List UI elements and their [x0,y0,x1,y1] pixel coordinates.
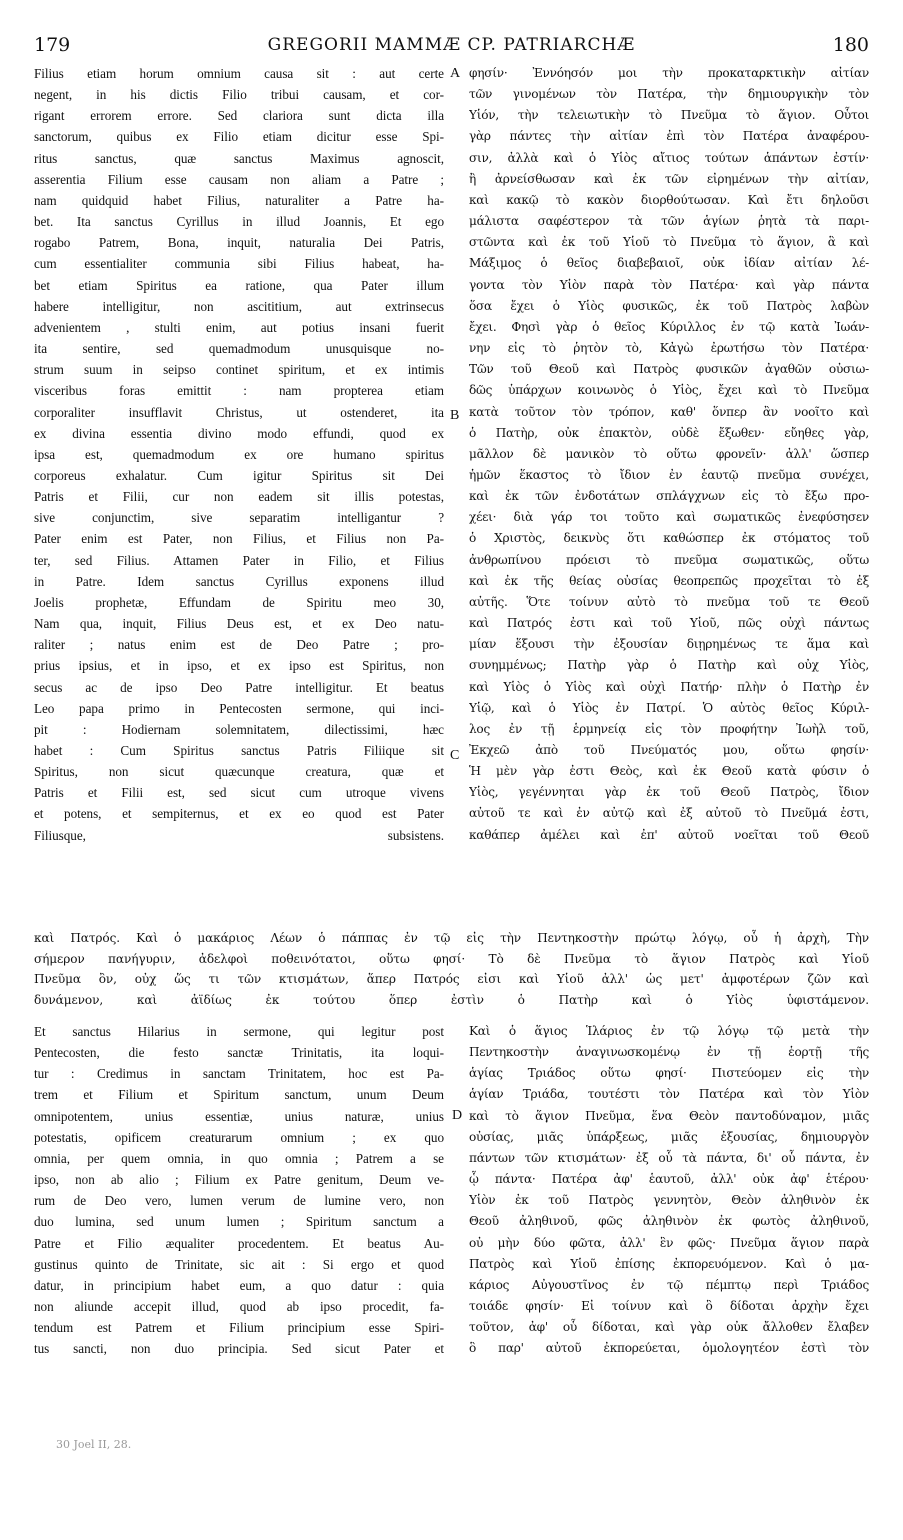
margin-marker-c: C [450,748,460,763]
margin-marker-d: D [452,1108,463,1123]
margin-marker-a: A [450,66,461,81]
greek-column-bottom: Καὶ ὁ ἅγιος Ἱλάριος ἐν τῷ λόγῳ τῷ μετὰ τὴν Πεντηκοστὴν ἀναγινωσκομένῳ ἐν τῇ ἑορτῇ τῆς ἁγίας Τριάδος οὕτω φησί· Πιστεύομεν εἰς τὴν ἁγίαν Τριάδα, τουτέστι τὸν Πατέρα καὶ τὸν Υἱὸν καὶ τὸ ἅγιον Πνεῦμα, ἕνα Θεὸν παντοδύναμον, μιᾶς οὐσίας, μιᾶς ὑπάρξεως, μιᾶς ἐξουσίας, δημιουργὸν πάντων τῶν κτισμάτων· ἐξ οὗ τὰ πάντα, δι' οὗ πάντα, ἐν ᾧ πάντα· Πατέρα ἀφ' ἑαυτοῦ, ἀλλ' οὐκ ἀφ' ἑτέρου· Υἱὸν ἐκ τοῦ Πατρὸς γεννητὸν, Θεὸν ἀληθινὸν ἐκ Θεοῦ ἀληθινοῦ, φῶς ἀληθινὸν ἐκ φωτὸς ἀληθινοῦ, οὐ μὴν δύο φῶτα, ἀλλ' ἓν φῶς· Πνεῦμα ἅγιον παρὰ Πατρὸς καὶ Υἱοῦ ἐπίσης ἐκπορευόμενον. Καὶ ὁ μα- κάριος Αὐγουστῖνος ἐν τῷ πέμπτῳ περὶ Τριάδος τοιάδε φησίν· Εἰ τοίνυν καὶ ὃ δίδοται ἀρχὴν ἔχει τοῦτον, ἀφ' οὗ δίδοται, καὶ γὰρ οὐκ ἄλλοθεν ἔλαβεν ὃ παρ' αὐτοῦ ἐκπορεύεται, ὁμολογητέον ἐστὶ τὸν [469,1024,869,1356]
page-header [34,34,869,60]
greek-column-top: φησίν· Ἐννόησόν μοι τὴν προκαταρκτικὴν αἰτίαν τῶν γινομένων τὸν Πατέρα, τὴν δημιουργικὴν τὸν Υἱόν, τὴν τελειωτικὴν τὸ Πνεῦμα τὸ ἅγιον. Οὗτοι γὰρ πάντες τὴν αἰτίαν ἐπὶ τὸν Πατέρα ἀναφέρου- σιν, ἀλλὰ καὶ ὁ Υἱὸς αἴτιος τούτων ἁπάντων ἐστίν· ἢ ἀρνείσθωσαν καὶ ἐκ τῶν εἰρημένων τὴν αἰτίαν, καὶ κακῷ τὸ κακὸν διορθούτωσαν. Καὶ ἔτι δηλοῦσι μάλιστα σαφέστερον τὰ τῶν ἁγίων ῥητὰ τὰ παρι- στῶντα καὶ ἐκ τοῦ Υἱοῦ τὸ Πνεῦμα τὸ ἅγιον, ἃ καὶ Μάξιμος ὁ θεῖος διαβεβαιοῖ, οὐκ ἰδίαν αἰτίαν λέ- γοντα τὸν Υἱὸν παρὰ τὸν Πατέρα· καὶ γὰρ πάντα ὅσα ἔχει ὁ Υἱὸς φυσικῶς, ἐκ τοῦ Πατρὸς λαβὼν ἔχει. Φησὶ γὰρ ὁ θεῖος Κύριλλος ἐν τῷ κατὰ Ἰωάν- νην εἰς τὸ ῥητὸν τὸ, Κἀγὼ ἐρωτήσω τὸν Πατέρα· Τῶν τοῦ Θεοῦ καὶ Πατρὸς φυσικῶν ἀγαθῶν οὐσιω- δῶς ὑπάρχων κοινωνὸς ὁ Υἱὸς, ἔχει καὶ τὸ Πνεῦμα κατὰ τοῦτον τὸν τρόπον, καθ' ὅνπερ ἂν νοοῖτο καὶ ὁ Πατὴρ, οὐκ ἐπακτὸν, οὐδὲ ἔξωθεν· εὔηθες γὰρ, μᾶλλον δὲ μανικὸν τὸ οὕτω φρονεῖν· ἀλλ' ὥσπερ ἡμῶν ἕκαστος τὸ ἴδιον ἐν ἑαυτῷ πνεῦμα συνέχει, καὶ ἐκ τῶν ἐνδοτάτων σπλάγχνων εἰς τὸ ἔξω προ- χέει· διὰ γάρ τοι τοῦτο καὶ σωματικῶς ἐνεφύσησεν ὁ Χριστὸς, δεικνὺς ὅτι καθώσπερ ἐκ στόματος τοῦ ἀνθρωπίνου πρόεισι τὸ πνεῦμα σωματικῶς, οὕτω καὶ ἐκ τῆς θείας οὐσίας θεοπρεπῶς προχεῖται τὸ ἐξ αὐτῆς. Ὅτε τοίνυν αὐτὸ τὸ πνεῦμα τοῦ τε Θεοῦ καὶ Πατρός ἐστι καὶ τοῦ Υἱοῦ, πῶς οὐχὶ πάντως μίαν ἕξουσι τὴν ἐξουσίαν διῃρημένως τε ἅμα καὶ συνημμένως; Πατὴρ γὰρ ὁ Πατὴρ καὶ οὐχ Υἱὸς, καὶ Υἱὸς ὁ Υἱὸς καὶ οὐχὶ Πατήρ· πλὴν ὁ Πατὴρ ἐν Υἱῷ, καὶ ὁ Υἱὸς ἐν Πατρί. Ὁ αὐτὸς θεῖος Κύριλ- λος ἐν τῇ ἑρμηνείᾳ εἰς τὸν προφήτην Ἰωὴλ τοῦ, Ἐκχεῶ ἀπὸ τοῦ Πνεύματός μου, οὕτω φησίν· Ἡ μὲν γὰρ ἐστι Θεὸς, καὶ ἐκ Θεοῦ κατὰ φύσιν ὁ Υἱὸς, γεγέννηται γὰρ ἐκ τοῦ Θεοῦ Πατρὸς, ἴδιον αὐτοῦ τε καὶ ἐν αὐτῷ καὶ ἐξ αὐτοῦ τὸ Πνεῦμά ἐστι, καθάπερ ἀμέλει καὶ ἐπ' αὐτοῦ νοεῖται τοῦ Θεοῦ [469,66,869,842]
page-number-right: 180 [832,34,869,56]
latin-column-top: Filius etiam horum omnium causa sit : aut certe negent, in his dictis Filio tribui causam, et cor- rigant errorem errore. Sed clariora sunt dicta illa sanctorum, quibus ex Filio etiam dicitur esse Spi- ritus sanctus, quæ sanctus Maximus agnoscit, asserentia Filium esse causam non aliam a Patre ; nam quidquid habet Filius, naturaliter a Patre ha- bet. Ita sanctus Cyrillus in illud Joannis, Et ego rogabo Patrem, Bona, inquit, naturalia Dei Patris, cum essentialiter communia sibi Filius habeat, ha- bet etiam Spiritus ea ratione, qua Pater illum habere intelligitur, non ascititium, aut extrinsecus advenientem , stulti enim, aut potius insani fuerit ita sentire, sed quemadmodum unusquisque no- strum suum in seipso continet spiritum, et ex intimis visceribus foras emittit : nam propterea etiam corporaliter insufflavit Christus, ut ostenderet, ita ex divina essentia divino modo effundi, quod ex ipsa est, quemadmodum ex ore humano spiritus corporeus exhalatur. Cum igitur Spiritus sit Dei Patris et Filii, cur non eadem sit illis potestas, sive conjunctim, sive separatim intelligantur ? Pater enim est Pater, non Filius, et Filius non Pa- ter, sed Filius. Attamen Pater in Filio, et Filius in Patre. Idem sanctus Cyrillus exponens illud Joelis prophetæ, Effundam de Spiritu meo 30, Nam qua, inquit, Filius Deus est, et ex Deo natu- raliter ; natus enim est de Deo Patre ; pro- prius ipsius, et in ipso, et ex ipso est Spiritus, non secus ac de ipso Deo Patre intelligitur. Et beatus Leo papa primo in Pentecosten sermone, qui inci- pit : Hodiernam solemnitatem, dilectissimi, hæc habet : Cum Spiritus sanctus Patris Filiique sit Spiritus, non sicut quæcunque creatura, quæ et Patris et Filii est, sed sicut cum utroque vivens et potens, et sempiternus, et ex eo quod est Pater Filiusque, subsistens. [34,66,444,843]
page-number-left: 179 [34,34,71,56]
footnote: 30 Joel II, 28. [56,1438,132,1451]
greek-full-width-passage: καὶ Πατρός. Καὶ ὁ μακάριος Λέων ὁ πάππας ἐν τῷ εἰς τὴν Πεντηκοστὴν πρώτῳ λόγῳ, οὗ ἡ ἀρχὴ, Τὴν σήμερον πανήγυριν, ἀδελφοὶ ποθεινότατοι, οὕτω φησί· Τὸ δὲ Πνεῦμα τὸ ἅγιον Πατρὸς καὶ Υἱοῦ Πνεῦμα ὂν, οὐχ ὥς τι τῶν κτισμάτων, ἅπερ Πατρός εἰσι καὶ Υἱοῦ ἀλλ' ὡς μετ' ἀμφοτέρων ζῶν καὶ δυνάμενον, καὶ ἀϊδίως ἐκ τούτου ὅπερ ἐστὶν ὁ Πατὴρ καὶ ὁ Υἱὸς ὑφιστάμενον. [34,931,869,1007]
running-title: GREGORII MAMMÆ CP. PATRIARCHÆ [267,35,636,55]
latin-column-bottom: Et sanctus Hilarius in sermone, qui legitur post Pentecosten, die festo sanctæ Trinitatis, ita loqui- tur : Credimus in sanctam Trinitatem, hoc est Pa- trem et Filium et Spiritum sanctum, unum Deum omnipotentem, unius essentiæ, unius naturæ, unius potestatis, opificem creaturarum omnium ; ex quo omnia, per quem omnia, in quo omnia ; Patrem a se ipso, non ab alio ; Filium ex Patre genitum, Deum ve- rum de Deo vero, lumen verum de lumine vero, non duo lumina, sed unum lumen ; Spiritum sanctum a Patre et Filio æqualiter procedentem. Et beatus Au- gustinus quinto de Trinitate, sic ait : Si ergo et quod datur, in principium habet eum, a quo datur : quia non aliunde accepit illud, quod ab ipso procedit, fa- tendum est Patrem et Filium principium esse Spiri- tus sancti, non duo principia. Sed sicut Pater et [34,1024,444,1357]
margin-marker-b: B [450,408,460,423]
